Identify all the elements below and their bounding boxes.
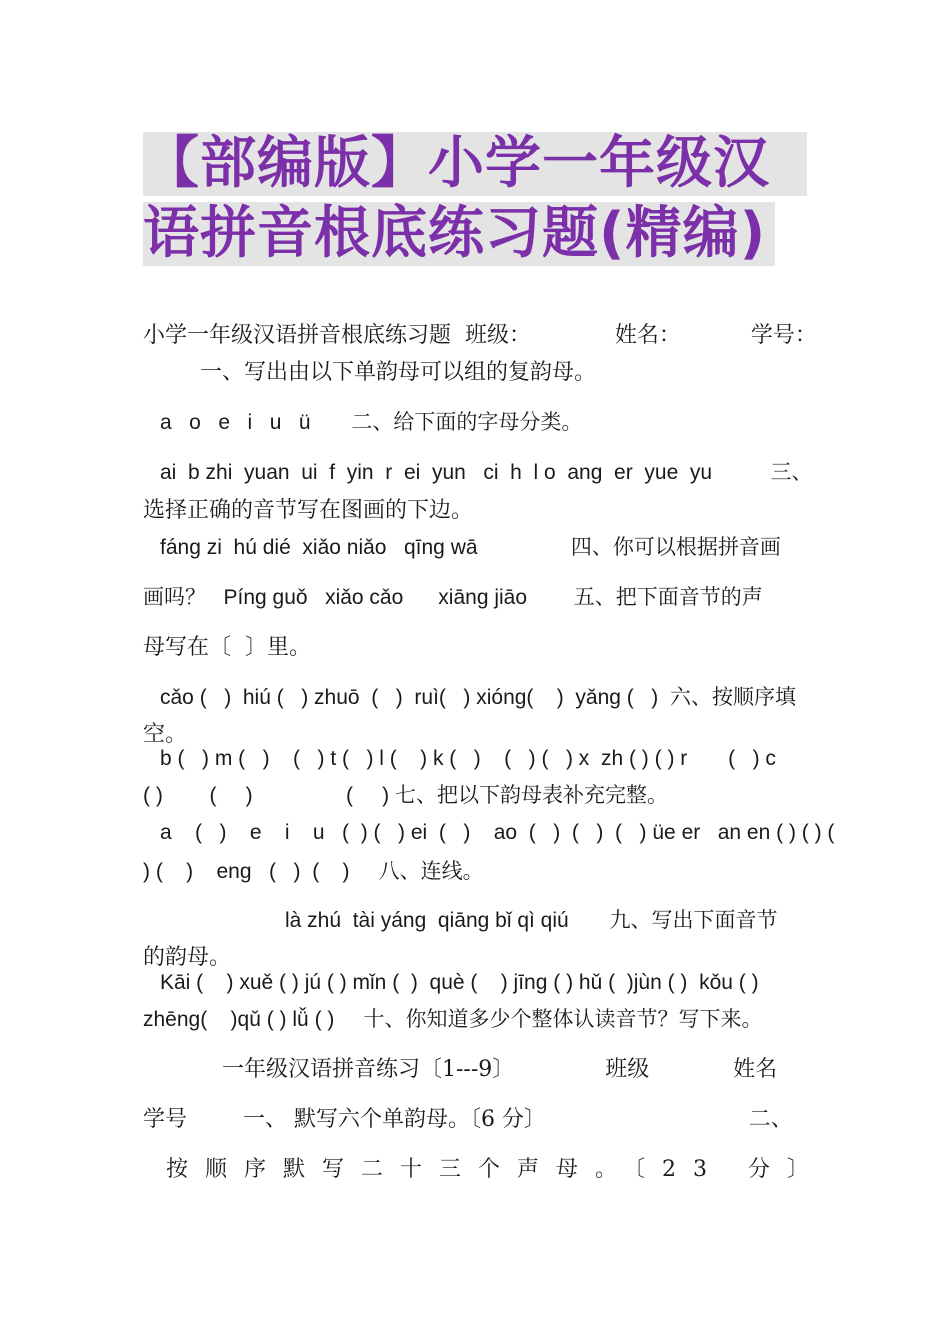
question-5-text: 母写在〔 〕里。 — [143, 635, 311, 660]
finals-fill-line-1: Kāi ( ) xuě ( ) jú ( ) mǐn ( ) què ( ) jīng ( ) hǔ ( )jùn ( ) kǒu ( ) — [160, 971, 759, 994]
finals-fill-line-2-and-question-10: zhēng( )qǔ ( ) lǚ ( ) 十、你知道多少个整体认读音节？写下来。 — [143, 1008, 763, 1031]
document-title-line-1: 【部编版】小学一年级汉 — [143, 132, 807, 196]
finals-table-line-2: ) ( ) eng ( ) ( ) 八、连线。 — [143, 860, 484, 883]
alphabet-sequence-line-2: ( ) ( ) ( ) 七、把以下韵母表补充完整。 — [143, 784, 668, 807]
finals-table-line-1: a ( ) e i u ( ) ( ) ei ( ) ao ( ) ( ) ( ) üe er an en ( ) ( ) ( — [160, 821, 835, 844]
initials-fill-and-question-6: cǎo ( ) hiú ( ) zhuō ( ) ruì( ) xióng( ) yǎng ( ) 六、按顺序填 — [160, 686, 796, 709]
question-6-text: 空。 — [143, 722, 188, 747]
second-worksheet-header: 一年级汉语拼音练习〔1---9〕 班级 姓名 — [222, 1057, 778, 1082]
letters-and-question-3: ai b zhi yuan ui f yin r ei yun ci h l o ang er yue yu 三、 — [160, 461, 813, 484]
syllables-and-question-4: fáng zi hú dié xiǎo niǎo qīng wā 四、你可以根据拼音画 — [160, 536, 781, 559]
second-worksheet-question-1: 学号 一、 默写六个单韵母。〔6 分〕 二、 — [143, 1107, 793, 1132]
question-9-text: 的韵母。 — [143, 945, 232, 970]
worksheet-header-line: 小学一年级汉语拼音根底练习题 班级： 姓名： 学号： — [143, 323, 817, 348]
vowels-and-question-2: a o e i u ü 二、给下面的字母分类。 — [160, 411, 583, 434]
matching-syllables-and-question-9: là zhú tài yáng qiāng bǐ qì qiú 九、写出下面音节 — [285, 909, 778, 932]
question-3-text: 选择正确的音节写在图画的下边。 — [143, 498, 474, 523]
document-title-line-2: 语拼音根底练习题(精编) — [143, 202, 775, 266]
alphabet-sequence-line-1: b ( ) m ( ) ( ) t ( ) l ( ) k ( ) ( ) ( ) x zh ( ) ( ) r ( ) c — [160, 747, 776, 770]
question-4-and-question-5: 画吗？ Píng guǒ xiǎo cǎo xiāng jiāo 五、把下面音节的声 — [143, 586, 763, 609]
question-1: 一、写出由以下单韵母可以组的复韵母。 — [200, 360, 597, 385]
second-worksheet-question-2: 按顺序默写二十三个声母。〔23 分〕 — [166, 1157, 826, 1182]
